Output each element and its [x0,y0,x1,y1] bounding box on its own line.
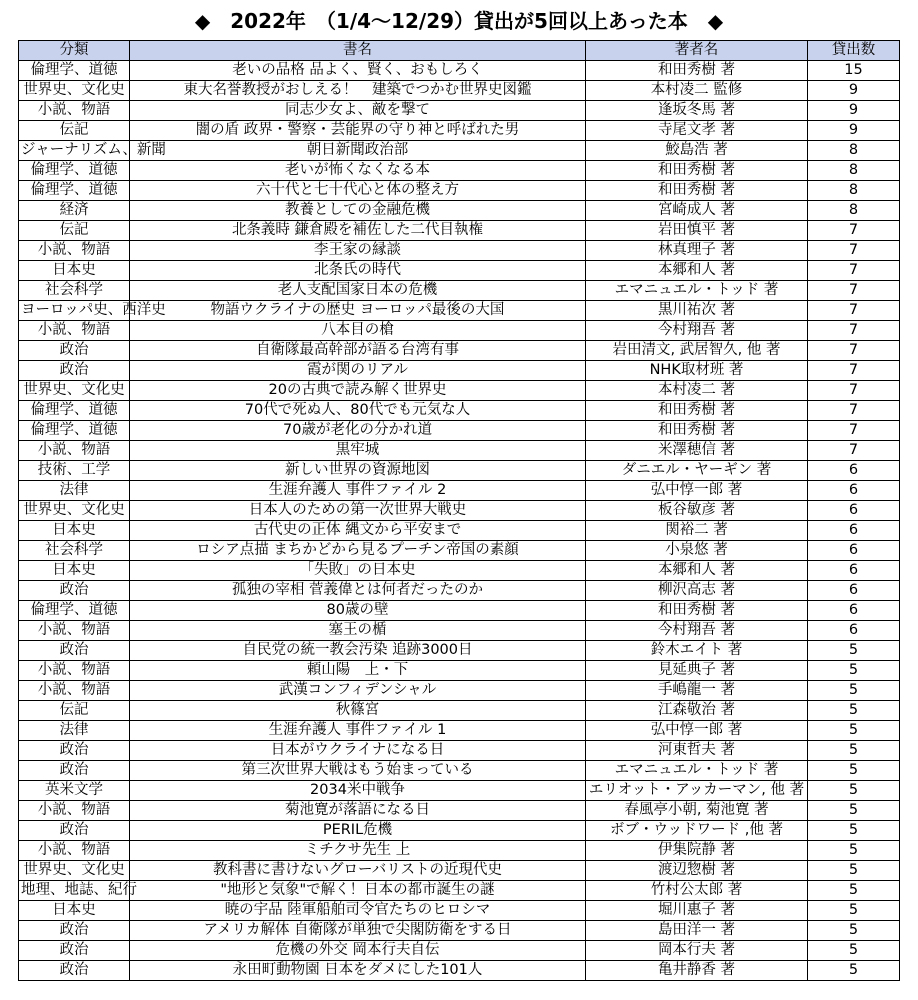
author-cell: 岩田慎平 著 [586,221,808,241]
title-cell: 頼山陽 上・下 [130,661,586,681]
author-cell: 宮崎成人 著 [586,201,808,221]
author-cell: 島田洋一 著 [586,921,808,941]
author-cell: 本郷和人 著 [586,261,808,281]
count-cell: 7 [808,241,900,261]
title-cell: 霞が関のリアル [130,361,586,381]
title-cell: 黒牢城 [130,441,586,461]
author-cell: 和田秀樹 著 [586,61,808,81]
author-cell: 板谷敏彦 著 [586,501,808,521]
title-cell: 朝日新聞政治部 [130,141,586,161]
table-row [19,561,900,581]
table-row [19,461,900,481]
table-row [19,441,900,461]
title-cell: 第三次世界大戦はもう始まっている [130,761,586,781]
table-row [19,101,900,121]
category-cell: 倫理学、道徳 [19,61,130,81]
author-cell: 鈴木エイト 著 [586,641,808,661]
category-cell: ヨーロッパ史、西洋史 [19,301,130,321]
category-cell: 倫理学、道徳 [19,421,130,441]
count-cell: 6 [808,581,900,601]
title-cell: "地形と気象"で解く！日本の都市誕生の謎 [130,881,586,901]
author-cell: 鮫島浩 著 [586,141,808,161]
table-row [19,861,900,881]
page-title: ◆ 2022年 （1/4～12/29）貸出が5回以上あった本 ◆ [194,9,724,33]
count-cell: 5 [808,961,900,981]
count-cell: 8 [808,161,900,181]
author-cell: 和田秀樹 著 [586,421,808,441]
title-cell: 新しい世界の資源地図 [130,461,586,481]
count-cell: 6 [808,481,900,501]
title-cell: 自衛隊最高幹部が語る台湾有事 [130,341,586,361]
category-cell: 世界史、文化史 [19,501,130,521]
table-row [19,321,900,341]
count-cell: 5 [808,641,900,661]
category-cell: 政治 [19,741,130,761]
count-cell: 5 [808,741,900,761]
category-cell: 日本史 [19,261,130,281]
table-row [19,201,900,221]
title-cell: 「失敗」の日本史 [130,561,586,581]
category-cell: 小説、物語 [19,241,130,261]
title-cell: 日本人のための第一次世界大戦史 [130,501,586,521]
author-cell: ボブ・ウッドワード ,他 著 [586,821,808,841]
count-cell: 7 [808,281,900,301]
category-cell: 世界史、文化史 [19,861,130,881]
title-cell: 生涯弁護人 事件ファイル 1 [130,721,586,741]
title-cell: 塞王の楯 [130,621,586,641]
table-row [19,781,900,801]
table-row [19,961,900,981]
title-cell: 北条義時 鎌倉殿を補佐した二代目執権 [130,221,586,241]
header-category: 分類 [19,41,130,61]
count-cell: 9 [808,101,900,121]
category-cell: 倫理学、道徳 [19,181,130,201]
count-cell: 6 [808,461,900,481]
author-cell: 堀川惠子 著 [586,901,808,921]
author-cell: エマニュエル・トッド 著 [586,761,808,781]
category-cell: 経済 [19,201,130,221]
author-cell: 和田秀樹 著 [586,601,808,621]
count-cell: 6 [808,521,900,541]
author-cell: 本村凌二 著 [586,381,808,401]
title-cell: 北条氏の時代 [130,261,586,281]
author-cell: 和田秀樹 著 [586,181,808,201]
title-cell: 同志少女よ、敵を撃て [130,101,586,121]
table-row [19,301,900,321]
author-cell: 小泉悠 著 [586,541,808,561]
category-cell: 政治 [19,581,130,601]
count-cell: 5 [808,801,900,821]
title-cell: 菊池寛が落語になる日 [130,801,586,821]
category-cell: 社会科学 [19,281,130,301]
category-cell: 小説、物語 [19,321,130,341]
author-cell: 弘中惇一郎 著 [586,481,808,501]
count-cell: 6 [808,501,900,521]
category-cell: 倫理学、道徳 [19,601,130,621]
author-cell: NHK取材班 著 [586,361,808,381]
title-cell: 武漢コンフィデンシャル [130,681,586,701]
title-cell: 危機の外交 岡本行夫自伝 [130,941,586,961]
category-cell: 政治 [19,761,130,781]
table-row [19,481,900,501]
table-row [19,501,900,521]
author-cell: 伊集院静 著 [586,841,808,861]
author-cell: 逢坂冬馬 著 [586,101,808,121]
category-cell: 日本史 [19,521,130,541]
title-cell: 李王家の縁談 [130,241,586,261]
title-cell: PERIL危機 [130,821,586,841]
count-cell: 7 [808,421,900,441]
title-cell: 2034米中戦争 [130,781,586,801]
author-cell: 弘中惇一郎 著 [586,721,808,741]
title-cell: 日本がウクライナになる日 [130,741,586,761]
table-row [19,261,900,281]
author-cell: 柳沢高志 著 [586,581,808,601]
count-cell: 7 [808,341,900,361]
count-cell: 8 [808,141,900,161]
header-author: 著者名 [586,41,808,61]
table-row [19,241,900,261]
category-cell: 地理、地誌、紀行 [19,881,130,901]
table-row [19,281,900,301]
table-row [19,81,900,101]
category-cell: 小説、物語 [19,101,130,121]
table-row [19,801,900,821]
header-count: 貸出数 [808,41,900,61]
count-cell: 7 [808,221,900,241]
count-cell: 7 [808,381,900,401]
author-cell: 江森敬治 著 [586,701,808,721]
count-cell: 7 [808,441,900,461]
title-cell: 古代史の正体 縄文から平安まで [130,521,586,541]
table-row [19,741,900,761]
table-header-row [19,41,900,61]
table-row [19,761,900,781]
table-row [19,621,900,641]
table-row [19,681,900,701]
title-cell: ミチクサ先生 上 [130,841,586,861]
table-row [19,121,900,141]
count-cell: 9 [808,81,900,101]
count-cell: 9 [808,121,900,141]
count-cell: 6 [808,541,900,561]
title-cell: 闇の盾 政界・警察・芸能界の守り神と呼ばれた男 [130,121,586,141]
author-cell: 関裕二 著 [586,521,808,541]
author-cell: 渡辺惣樹 著 [586,861,808,881]
category-cell: 倫理学、道徳 [19,161,130,181]
count-cell: 5 [808,681,900,701]
count-cell: 5 [808,821,900,841]
title-cell: 教科書に書けないグローバリストの近現代史 [130,861,586,881]
count-cell: 5 [808,701,900,721]
category-cell: 政治 [19,361,130,381]
count-cell: 6 [808,621,900,641]
category-cell: 政治 [19,341,130,361]
category-cell: 政治 [19,941,130,961]
count-cell: 5 [808,781,900,801]
table-row [19,661,900,681]
category-cell: 伝記 [19,121,130,141]
title-cell: 東大名誉教授がおしえる！ 建築でつかむ世界史図鑑 [130,81,586,101]
table-row [19,401,900,421]
count-cell: 6 [808,601,900,621]
table-row [19,421,900,441]
count-cell: 5 [808,721,900,741]
category-cell: 伝記 [19,701,130,721]
category-cell: 政治 [19,921,130,941]
category-cell: 政治 [19,641,130,661]
title-cell: 教養としての金融危機 [130,201,586,221]
count-cell: 6 [808,561,900,581]
title-cell: 老いの品格 品よく、賢く、おもしろく [130,61,586,81]
category-cell: 小説、物語 [19,661,130,681]
author-cell: 寺尾文孝 著 [586,121,808,141]
count-cell: 15 [808,61,900,81]
table-row [19,601,900,621]
title-cell: 自民党の統一教会汚染 追跡3000日 [130,641,586,661]
author-cell: 河東哲夫 著 [586,741,808,761]
title-cell: 80歳の壁 [130,601,586,621]
category-cell: 倫理学、道徳 [19,401,130,421]
author-cell: エリオット・アッカーマン, 他 著 [586,781,808,801]
category-cell: 世界史、文化史 [19,81,130,101]
table-row [19,641,900,661]
title-cell: 八本目の槍 [130,321,586,341]
category-cell: 小説、物語 [19,681,130,701]
table-row [19,881,900,901]
title-cell: アメリカ解体 自衛隊が単独で尖閣防衛をする日 [130,921,586,941]
table-row [19,221,900,241]
author-cell: 本村凌二 監修 [586,81,808,101]
table-row [19,521,900,541]
count-cell: 5 [808,661,900,681]
category-cell: 政治 [19,961,130,981]
title-cell: 老いが怖くなくなる本 [130,161,586,181]
author-cell: 和田秀樹 著 [586,161,808,181]
category-cell: 小説、物語 [19,801,130,821]
count-cell: 5 [808,921,900,941]
author-cell: エマニュエル・トッド 著 [586,281,808,301]
author-cell: 亀井静香 著 [586,961,808,981]
category-cell: 社会科学 [19,541,130,561]
author-cell: 岩田清文, 武居智久, 他 著 [586,341,808,361]
title-cell: 孤独の宰相 菅義偉とは何者だったのか [130,581,586,601]
category-cell: 法律 [19,721,130,741]
category-cell: 小説、物語 [19,441,130,461]
author-cell: 黒川祐次 著 [586,301,808,321]
category-cell: 小説、物語 [19,621,130,641]
table-body [19,61,900,981]
category-cell: ジャーナリズム、新聞 [19,141,130,161]
table-row [19,541,900,561]
table-row [19,901,900,921]
title-cell: 六十代と七十代心と体の整え方 [130,181,586,201]
category-cell: 小説、物語 [19,841,130,861]
count-cell: 7 [808,361,900,381]
count-cell: 5 [808,881,900,901]
category-cell: 法律 [19,481,130,501]
count-cell: 7 [808,301,900,321]
title-cell: 永田町動物園 日本をダメにした101人 [130,961,586,981]
category-cell: 世界史、文化史 [19,381,130,401]
category-cell: 伝記 [19,221,130,241]
author-cell: 林真理子 著 [586,241,808,261]
count-cell: 5 [808,841,900,861]
author-cell: 今村翔吾 著 [586,321,808,341]
title-cell: ロシア点描 まちかどから見るプーチン帝国の素顔 [130,541,586,561]
title-cell: 暁の宇品 陸軍船舶司令官たちのヒロシマ [130,901,586,921]
table-row [19,181,900,201]
author-cell: 見延典子 著 [586,661,808,681]
author-cell: 岡本行夫 著 [586,941,808,961]
table-row [19,921,900,941]
count-cell: 7 [808,321,900,341]
title-cell: 20の古典で読み解く世界史 [130,381,586,401]
table-row [19,821,900,841]
table-row [19,161,900,181]
count-cell: 7 [808,261,900,281]
title-cell: 70代で死ぬ人、80代でも元気な人 [130,401,586,421]
count-cell: 5 [808,861,900,881]
table-row [19,361,900,381]
author-cell: 和田秀樹 著 [586,401,808,421]
author-cell: 手嶋龍一 著 [586,681,808,701]
category-cell: 英米文学 [19,781,130,801]
title-cell: 物語ウクライナの歴史 ヨーロッパ最後の大国 [130,301,586,321]
table-row [19,381,900,401]
author-cell: 米澤穂信 著 [586,441,808,461]
count-cell: 5 [808,941,900,961]
author-cell: ダニエル・ヤーギン 著 [586,461,808,481]
author-cell: 今村翔吾 著 [586,621,808,641]
author-cell: 竹村公太郎 著 [586,881,808,901]
author-cell: 春風亭小朝, 菊池寛 著 [586,801,808,821]
count-cell: 5 [808,761,900,781]
count-cell: 5 [808,901,900,921]
count-cell: 8 [808,181,900,201]
table-row [19,581,900,601]
table-row [19,941,900,961]
category-cell: 技術、工学 [19,461,130,481]
table-row [19,721,900,741]
table-row [19,141,900,161]
author-cell: 本郷和人 著 [586,561,808,581]
table-row [19,341,900,361]
title-cell: 秋篠宮 [130,701,586,721]
title-cell: 老人支配国家日本の危機 [130,281,586,301]
table-row [19,61,900,81]
count-cell: 7 [808,401,900,421]
title-cell: 70歳が老化の分かれ道 [130,421,586,441]
category-cell: 日本史 [19,561,130,581]
category-cell: 日本史 [19,901,130,921]
header-title: 書名 [130,41,586,61]
count-cell: 8 [808,201,900,221]
book-table [18,40,900,981]
table-row [19,841,900,861]
title-cell: 生涯弁護人 事件ファイル 2 [130,481,586,501]
category-cell: 政治 [19,821,130,841]
table-row [19,701,900,721]
